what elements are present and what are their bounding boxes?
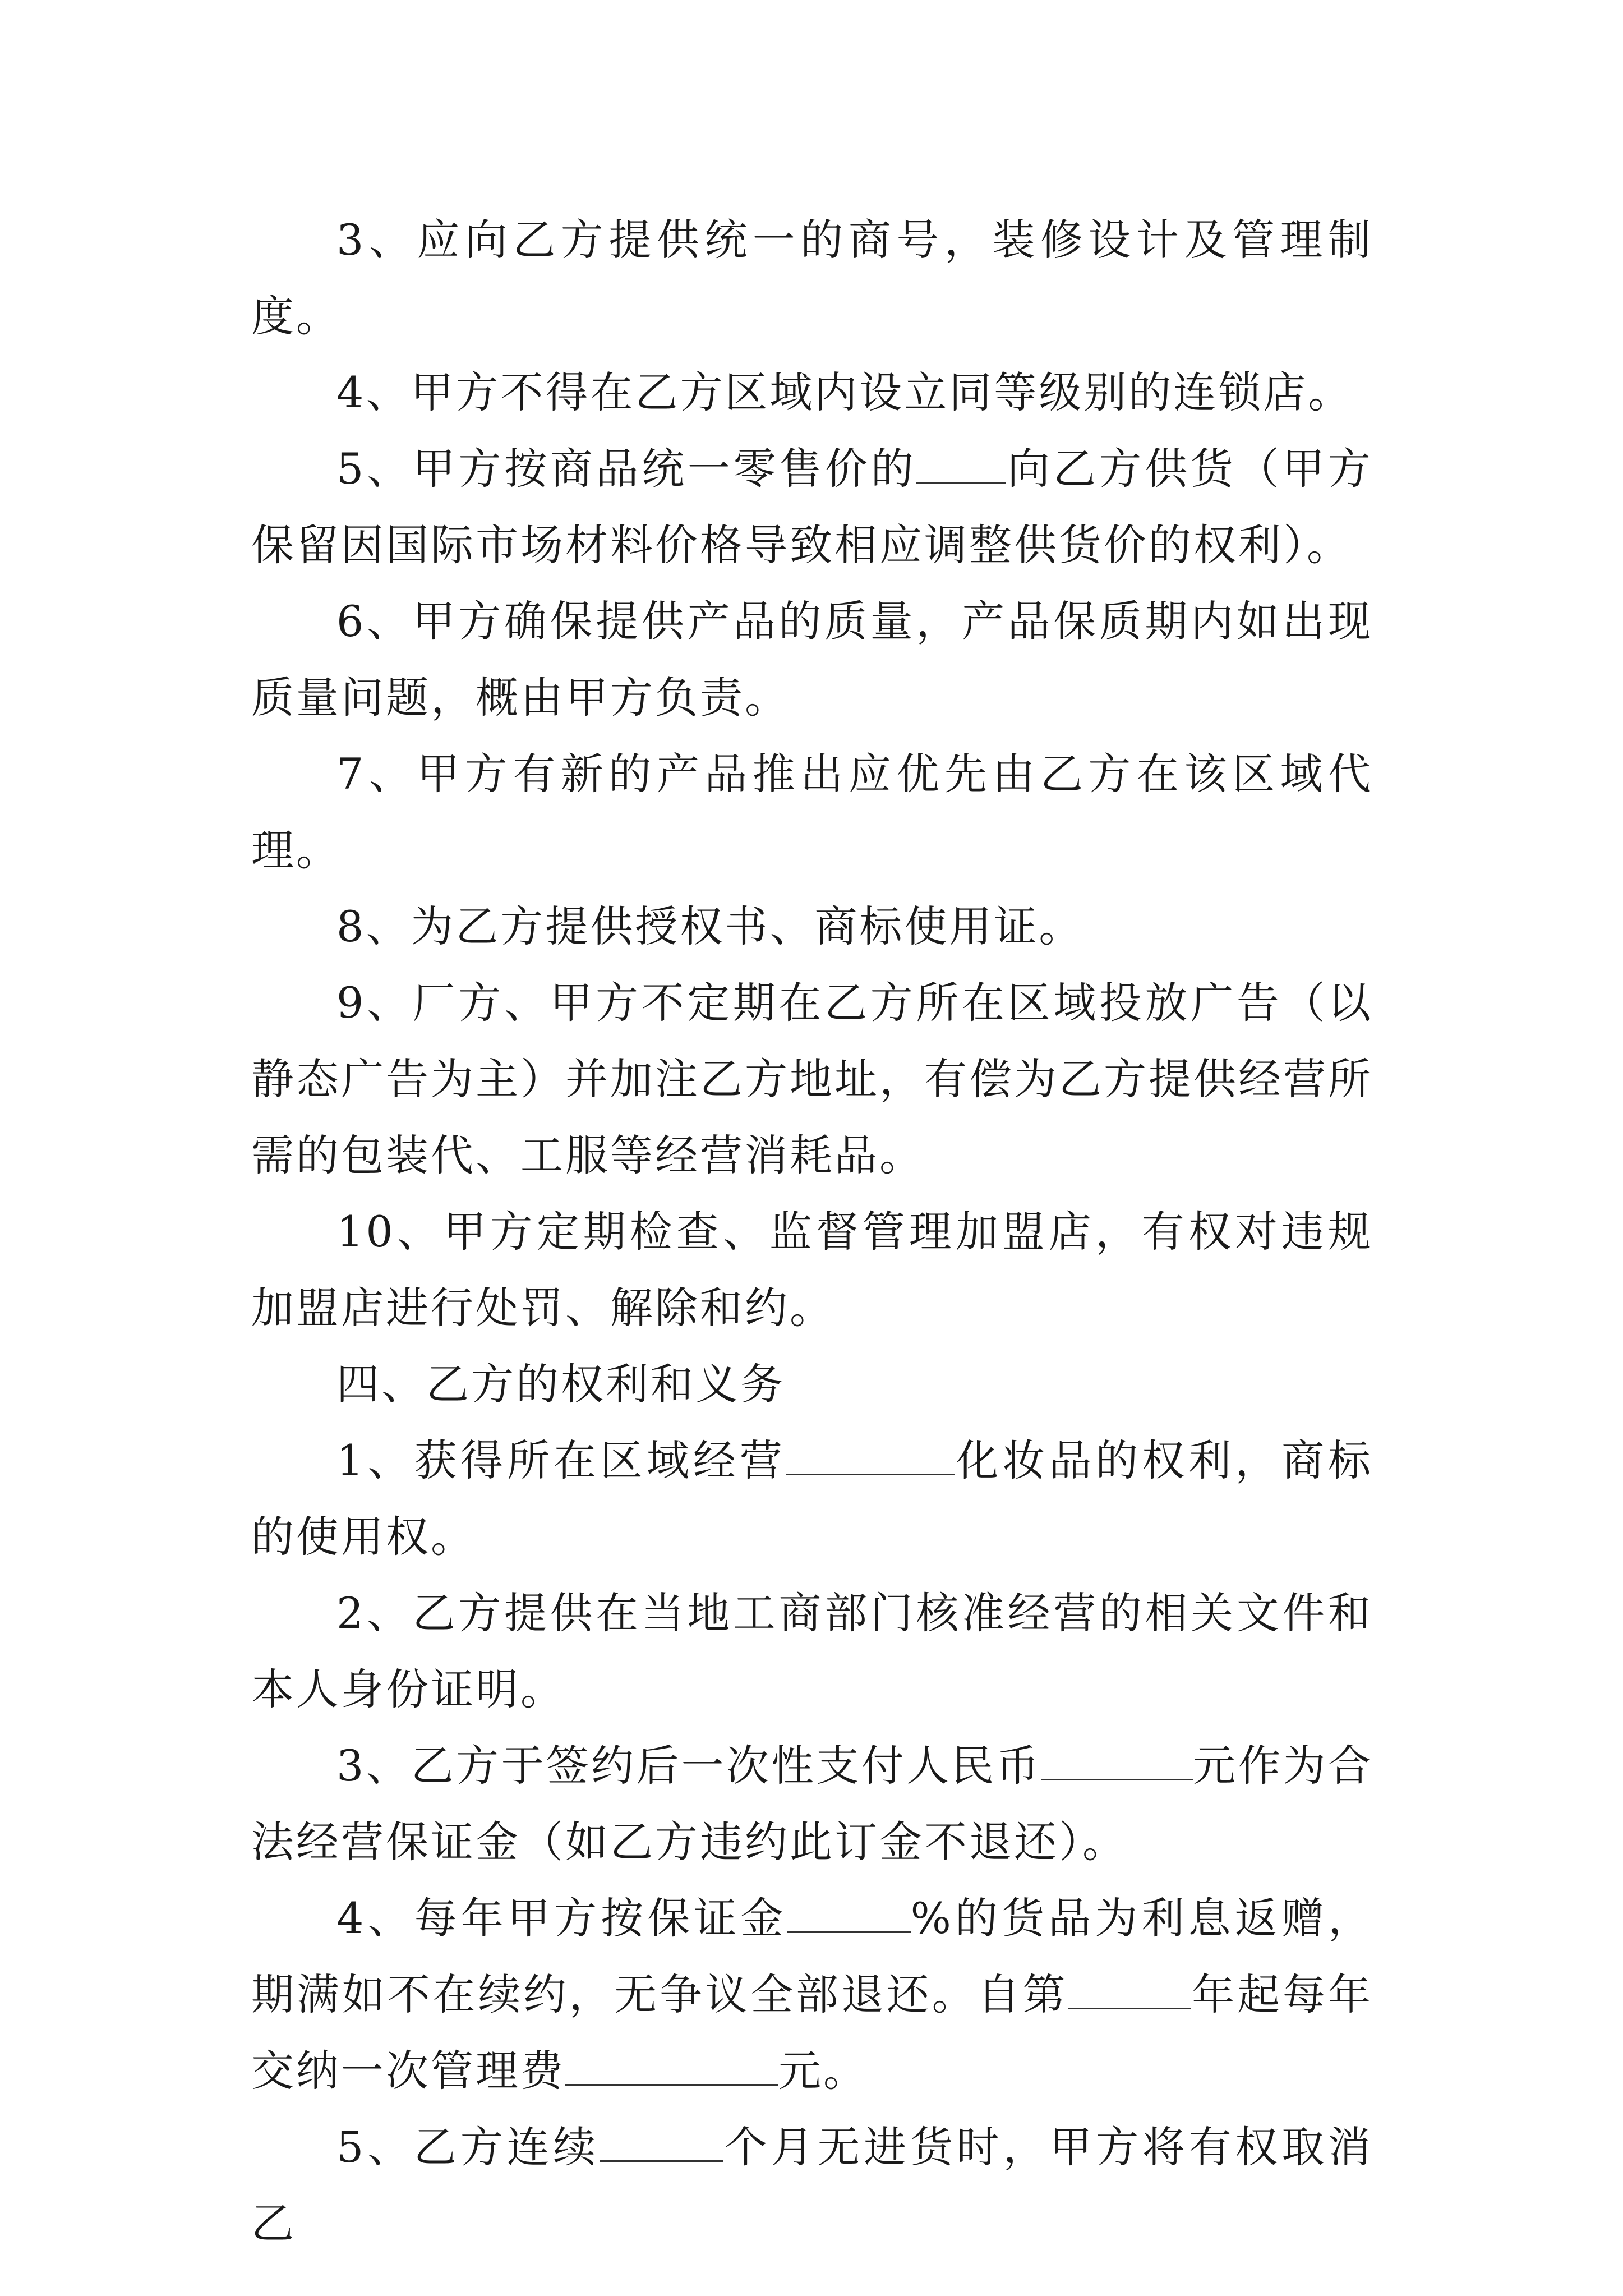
clause-text: 1、获得所在区域经营 [336, 1435, 786, 1485]
clause-text: 4、每年甲方按保证金 [336, 1893, 787, 1943]
clause-b5-no-purchase [251, 2109, 1373, 2262]
fill-blank-line [787, 1892, 911, 1933]
clause-b4-interest-fee [251, 1880, 1373, 2109]
clause-text: 7、甲方有新的产品推出应优先由乙方在该区域代理。 [251, 749, 1373, 875]
clause-b3-deposit [251, 1728, 1373, 1880]
clause-text: 个月无进货时，甲方将有权取消乙 [251, 2122, 1373, 2248]
clause-text: 元作为合法经营保证金（如乙方违约此订金不退还）。 [251, 1741, 1373, 1867]
clause-9-advertising [251, 965, 1373, 1194]
clause-text: %的货品为利息返赠，期满如不在续约，无争议全部退还。自第 [251, 1893, 1373, 2019]
clause-10-inspection [251, 1194, 1373, 1346]
clause-text: 5、乙方连续 [336, 2122, 600, 2172]
clause-text: 3、乙方于签约后一次性支付人民币 [336, 1741, 1041, 1791]
fill-blank-line [916, 443, 1006, 484]
clause-text: 化妆品的权利，商标的使用权。 [251, 1435, 1373, 1562]
clause-text: 3、应向乙方提供统一的商号，装修设计及管理制度。 [251, 215, 1373, 341]
fill-blank-line [600, 2121, 723, 2162]
document-body [251, 202, 1373, 2262]
clause-3-unified-brand [251, 202, 1373, 355]
clause-text: 4、甲方不得在乙方区域内设立同等级别的连锁店。 [336, 367, 1353, 417]
clause-text: 5、甲方按商品统一零售价的 [336, 444, 917, 494]
clause-text: 元。 [778, 2046, 868, 2096]
section-heading-party-b-rights [251, 1346, 1373, 1423]
clause-5-supply-price [251, 431, 1373, 583]
clause-text: 9、厂方、甲方不定期在乙方所在区域投放广告（以静态广告为主）并加注乙方地址，有偿为乙方提供经营所需的包装代、工服等经营消耗品。 [251, 978, 1373, 1180]
clause-text: 10、甲方定期检查、监督管理加盟店，有权对违规加盟店进行处罚、解除和约。 [251, 1207, 1373, 1333]
fill-blank-line [1041, 1740, 1193, 1780]
clause-text: 8、为乙方提供授权书、商标使用证。 [336, 901, 1084, 951]
fill-blank-line [1068, 1968, 1191, 2009]
clause-text: 6、甲方确保提供产品的质量，产品保质期内如出现质量问题，概由甲方负责。 [251, 596, 1373, 723]
clause-4-no-same-level-store [251, 355, 1373, 431]
fill-blank-line [786, 1434, 955, 1475]
clause-text: 2、乙方提供在当地工商部门核准经营的相关文件和本人身份证明。 [251, 1588, 1373, 1714]
fill-blank-line [565, 2045, 778, 2086]
clause-text: 向乙方供货（甲方保留因国际市场材料价格导致相应调整供货价的权利）。 [251, 444, 1373, 570]
clause-text: 年起每年交纳一次管理费 [251, 1970, 1373, 2096]
clause-6-product-quality [251, 583, 1373, 736]
section-heading-text: 四、乙方的权利和义务 [336, 1359, 785, 1409]
clause-7-new-products [251, 736, 1373, 889]
clause-b2-documents [251, 1575, 1373, 1728]
clause-8-authorization [251, 889, 1373, 965]
clause-b1-operating-rights [251, 1423, 1373, 1575]
